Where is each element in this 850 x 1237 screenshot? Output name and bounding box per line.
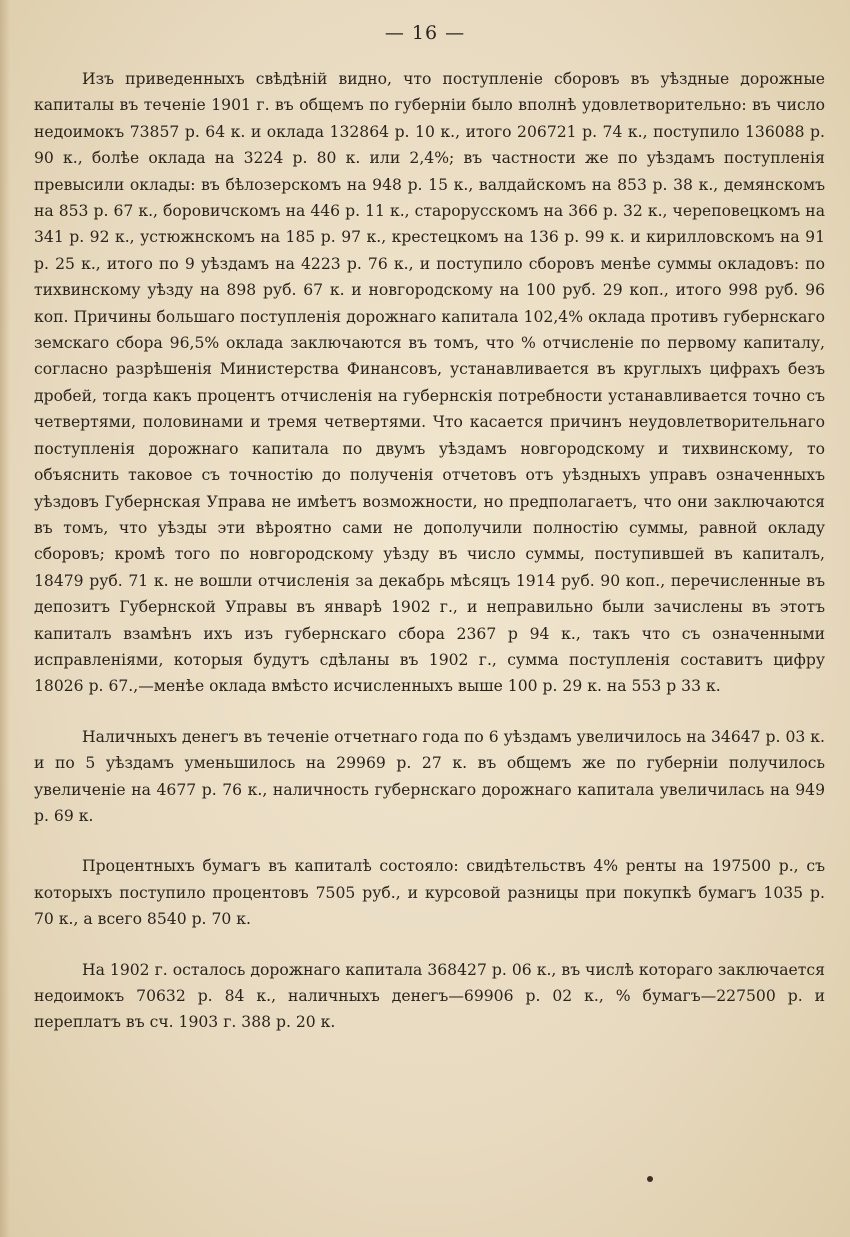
paragraph-interest-securities: Процентныхъ бумагъ въ капиталѣ состояло: свидѣтельствъ 4% ренты на 197500 р., съ которыхъ поступило процентовъ 7505 руб., и курсовой разницы при покупкѣ бумагъ 1035 р. 70 к., а всего 8540 р. 70 к. <box>34 857 825 929</box>
page-edge <box>0 0 10 1237</box>
page-number: — 16 — <box>384 22 466 44</box>
paragraph-road-capital-receipts: Изъ приведенныхъ свѣдѣній видно, что поступленіе сборовъ въ уѣздные дорожные капиталы въ теченіе 1901 г. въ общемъ по губерніи было вполнѣ удовлетворительно: въ число недоимокъ 73857 р. 64 к. и оклада 132864 р. 10 к., итого 206721 р. 74 к., поступило 136088 р. 90 к., болѣе оклада на 3224 р. 80 к. или 2,4%; въ частности же по уѣздамъ поступленія превысили оклады: въ бѣлозерскомъ на 948 р. 15 к., валдайскомъ на 853 р. 38 к., демянскомъ на 853 р. 67 к., боровичскомъ на 446 р. 11 к., старорусскомъ на 366 р. 32 к., череповецкомъ на 341 р. 92 к., устюжнскомъ на 185 р. 97 к., крестецкомъ на 136 р. 99 к. и кирилловскомъ на 91 р. 25 к., итого по 9 уѣздамъ на 4223 р. 76 к., и поступило сборовъ менѣе суммы окладовъ: по тихвинскому уѣзду на 898 руб. 67 к. и новгородскому на 100 руб. 29 коп., итого 998 руб. 96 коп. Причины большаго поступленія дорожнаго капитала 102,4% оклада противъ губернскаго земскаго сбора 96,5% оклада заключаются въ томъ, что % отчисленіе по первому капиталу, согласно разрѣшенія Министерства Финансовъ, устанавливается въ круглыхъ цифрахъ безъ дробей, тогда какъ процентъ отчисленія на губернскія потребности устанавливается точно съ четвертями, половинами и тремя четвертями. Что касается причинъ неудовлетворительнаго поступленія дорожнаго капитала по двумъ уѣздамъ новгородскому и тихвинскому, то объяснить таковое съ точностію до полученія отчетовъ отъ уѣздныхъ управъ означенныхъ уѣздовъ Губернская Управа не имѣетъ возможности, но предполагаетъ, что они заключаются въ томъ, что уѣзды эти вѣроятно сами не дополучили полностію суммы, равной окладу сборовъ; кромѣ того по новгородскому уѣзду въ число суммы, поступившей въ капиталъ, 18479 руб. 71 к. не вошли отчисленія за декабрь мѣсяцъ 1914 руб. 90 коп., перечисленные въ депозитъ Губернской Управы въ январѣ 1902 г., и неправильно были зачислены въ этотъ капиталъ взамѣнъ ихъ изъ губернскаго сбора 2367 р 94 к., такъ что съ означенными исправленіями, которыя будутъ сдѣланы въ 1902 г., сумма поступленія составитъ цифру 18026 р. 67.,—менѣе оклада вмѣсто исчисленныхъ выше 100 р. 29 к. на 553 р 33 к. <box>34 70 825 696</box>
paragraph-cash-on-hand: Наличныхъ денегъ въ теченіе отчетнаго года по 6 уѣздамъ увеличилось на 34647 р. 03 к. и по 5 уѣздамъ уменьшилось на 29969 р. 27 к. въ общемъ же по губерніи получилось увеличеніе на 4677 р. 76 к., наличность губернскаго дорожнаго капитала увеличилась на 949 р. 69 к. <box>34 727 825 825</box>
paragraph-remaining-capital: На 1902 г. осталось дорожнаго капитала 368427 р. 06 к., въ числѣ котораго заключается недоимокъ 70632 р. 84 к., наличныхъ денегъ—69906 р. 02 к., % бумагъ—227500 р. и переплатъ въ сч. 1903 г. 388 р. 20 к. <box>34 960 825 1032</box>
body-text <box>34 66 825 1036</box>
ink-dot <box>647 1176 653 1182</box>
